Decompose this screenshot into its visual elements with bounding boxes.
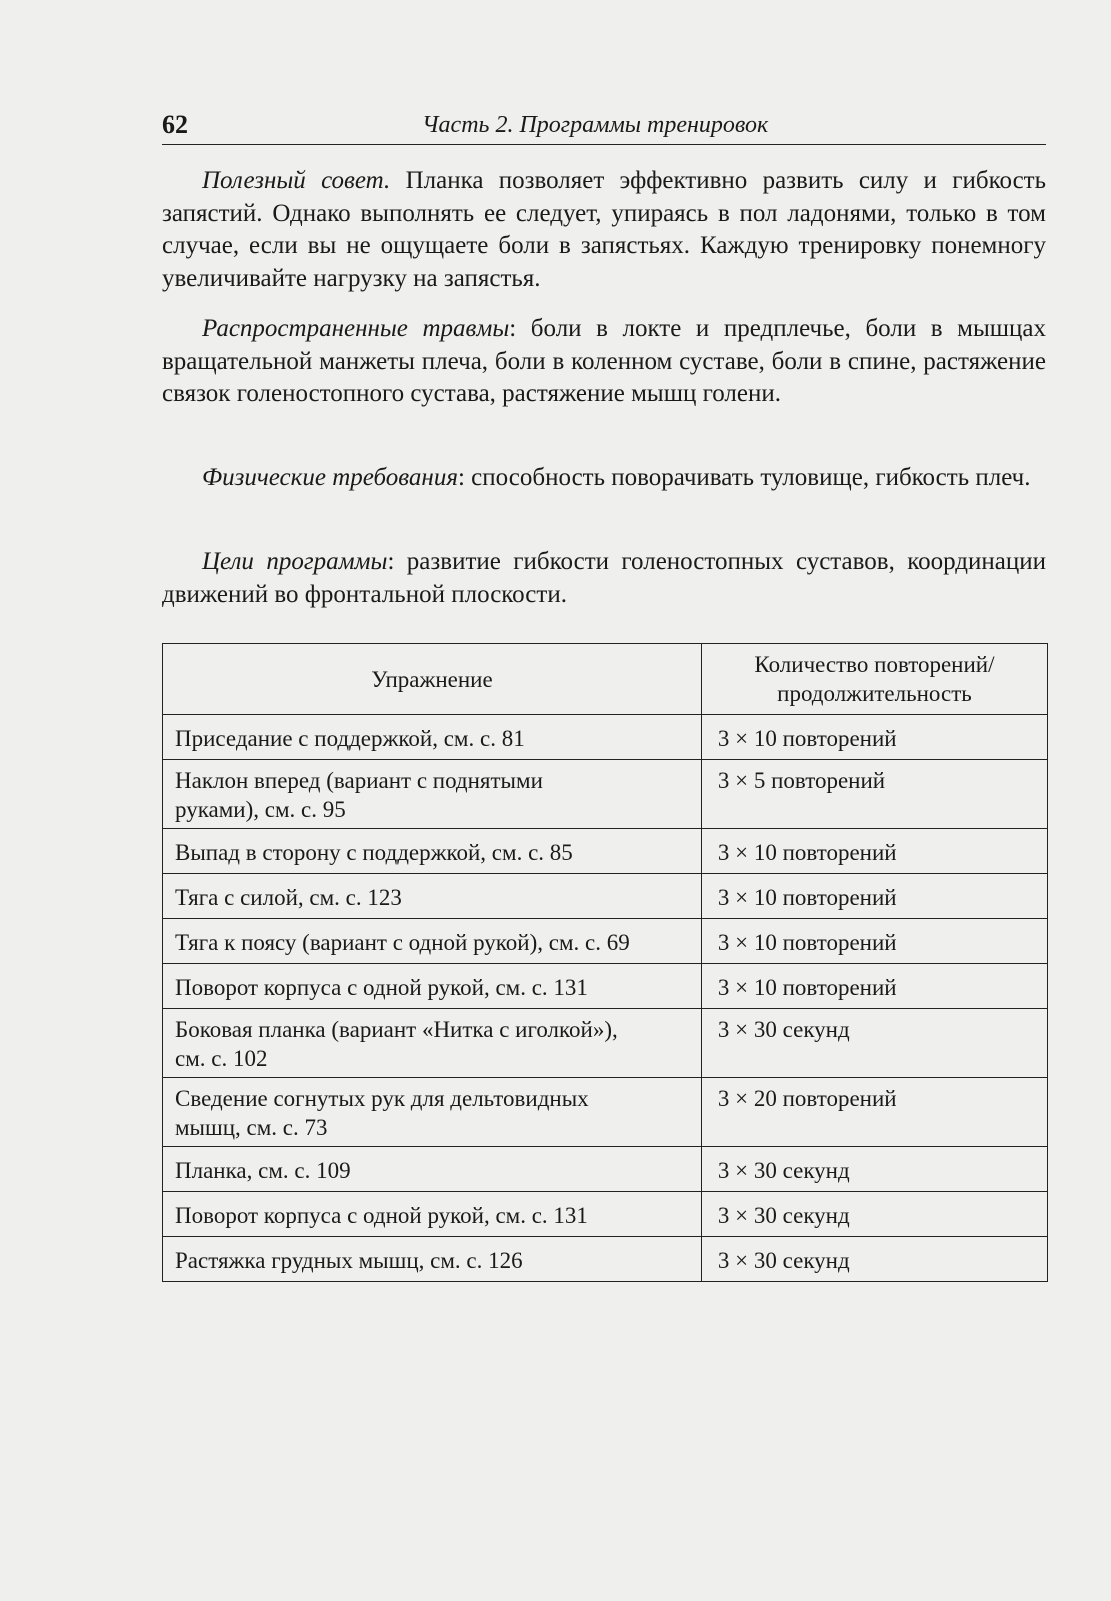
exercise-line: Боковая планка (вариант «Нитка с иголкой»), — [175, 1017, 618, 1042]
table-row — [163, 760, 1048, 829]
paragraph-text: : развитие гибкости голеностопных суставов, координации движений во фронтальной плоскости. — [162, 548, 1046, 608]
exercise-cell — [163, 760, 702, 829]
reps-cell: 3 × 30 секунд — [701, 1192, 1047, 1237]
page-number: 62 — [162, 110, 188, 139]
header-reps-line2: продолжительность — [777, 681, 972, 706]
table-row — [163, 1147, 1048, 1192]
reps-cell: 3 × 10 повторений — [701, 874, 1047, 919]
paragraph-text: Планка позволяет эффективно развить силу и гибкость запястий. Однако выполнять ее следует, упираясь в пол ладонями, только в том случае, если вы не ощущаете боли в запястьях. Каждую тренировку понемногу увеличивайте нагрузку на запястья. — [162, 167, 1046, 292]
paragraph-injuries — [162, 313, 1046, 411]
paragraph-requirements — [162, 462, 1046, 495]
table-row — [163, 1237, 1048, 1282]
paragraph-lead: Цели программы — [202, 548, 388, 575]
reps-cell: 3 × 10 повторений — [701, 715, 1047, 760]
table-row — [163, 829, 1048, 874]
paragraph-text: : боли в локте и предплечье, боли в мышцах вращательной манжеты плеча, боли в коленном суставе, боли в спине, растяжение связок голеностопного сустава, растяжение мышц голени. — [162, 315, 1046, 407]
table-row — [163, 715, 1048, 760]
reps-cell: 3 × 30 секунд — [701, 1237, 1047, 1282]
header-exercise: Упражнение — [163, 644, 702, 715]
table-header-row — [163, 644, 1048, 715]
paragraph-lead: Физические требования — [202, 464, 458, 491]
exercise-line: Приседание с поддержкой, см. с. 81 — [175, 726, 525, 751]
exercise-cell — [163, 715, 702, 760]
paragraph-text: : способность поворачивать туловище, гибкость плеч. — [457, 464, 1031, 491]
table-row — [163, 964, 1048, 1009]
table-row — [163, 1009, 1048, 1078]
table-row — [163, 1192, 1048, 1237]
program-table — [162, 643, 1048, 1282]
reps-cell: 3 × 20 повторений — [701, 1078, 1047, 1147]
header-reps — [701, 644, 1047, 715]
exercise-line: Выпад в сторону с поддержкой, см. с. 85 — [175, 840, 573, 865]
exercise-line: Поворот корпуса с одной рукой, см. с. 131 — [175, 975, 588, 1000]
exercise-cell — [163, 1078, 702, 1147]
exercise-line: руками), см. с. 95 — [175, 797, 346, 822]
header-reps-line1: Количество повторений/ — [754, 652, 995, 677]
exercise-cell — [163, 1192, 702, 1237]
reps-cell: 3 × 30 секунд — [701, 1009, 1047, 1078]
exercise-cell — [163, 1237, 702, 1282]
exercise-line: Растяжка грудных мышц, см. с. 126 — [175, 1248, 523, 1273]
exercise-line: Сведение согнутых рук для дельтовидных — [175, 1086, 589, 1111]
table-row — [163, 919, 1048, 964]
reps-cell: 3 × 10 повторений — [701, 919, 1047, 964]
paragraph-tip — [162, 165, 1046, 295]
exercise-cell — [163, 829, 702, 874]
exercise-cell — [163, 874, 702, 919]
table-row — [163, 1078, 1048, 1147]
reps-cell: 3 × 10 повторений — [701, 829, 1047, 874]
exercise-cell — [163, 964, 702, 1009]
exercise-line: Наклон вперед (вариант с поднятыми — [175, 768, 543, 793]
reps-cell: 3 × 10 повторений — [701, 964, 1047, 1009]
paragraph-lead: Полезный совет. — [202, 167, 391, 194]
exercise-line: Планка, см. с. 109 — [175, 1158, 351, 1183]
exercise-line: Тяга с силой, см. с. 123 — [175, 885, 402, 910]
paragraph-goals — [162, 546, 1046, 611]
exercise-line: мышц, см. с. 73 — [175, 1115, 328, 1140]
exercise-cell — [163, 1009, 702, 1078]
exercise-line: Тяга к поясу (вариант с одной рукой), см. с. 69 — [175, 930, 630, 955]
table-body — [163, 715, 1048, 1282]
table-row — [163, 874, 1048, 919]
reps-cell: 3 × 30 секунд — [701, 1147, 1047, 1192]
exercise-cell — [163, 919, 702, 964]
paragraph-lead: Распространенные травмы — [202, 315, 510, 342]
reps-cell: 3 × 5 повторений — [701, 760, 1047, 829]
running-head: Часть 2. Программы тренировок — [422, 112, 769, 138]
page-header — [162, 108, 1046, 145]
exercise-cell — [163, 1147, 702, 1192]
exercise-line: Поворот корпуса с одной рукой, см. с. 131 — [175, 1203, 588, 1228]
exercise-line: см. с. 102 — [175, 1046, 268, 1071]
